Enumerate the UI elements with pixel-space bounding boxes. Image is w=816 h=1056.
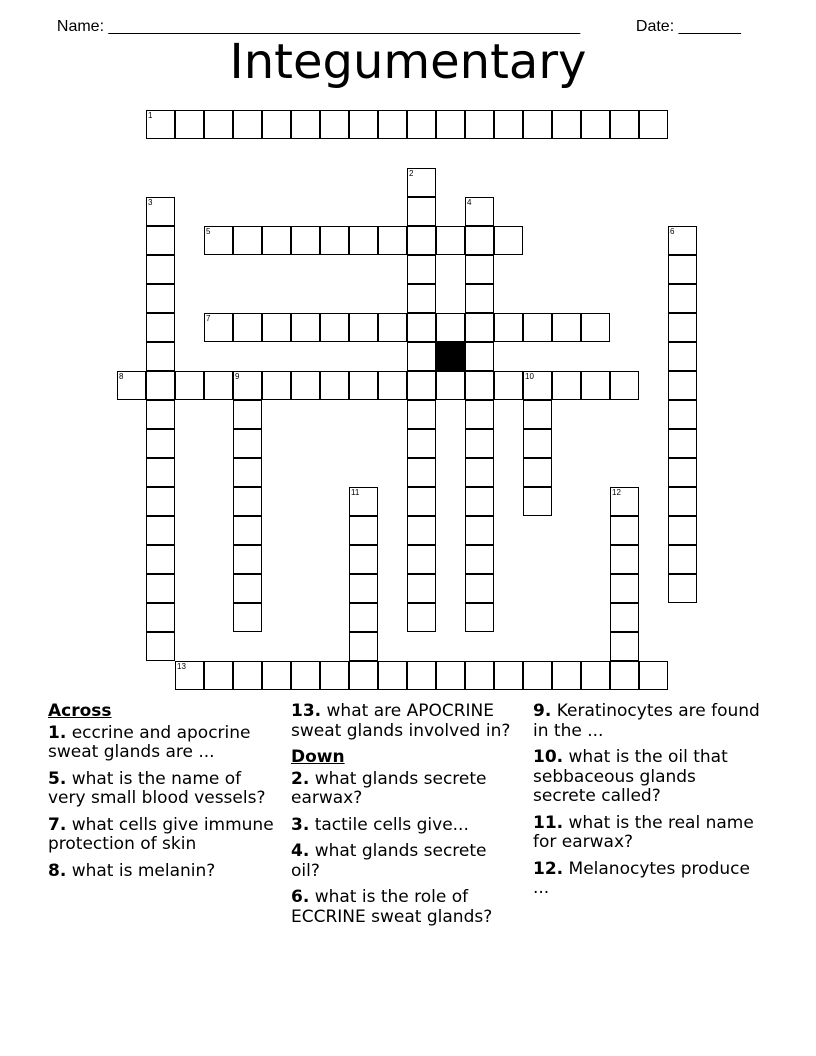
- grid-cell[interactable]: [668, 284, 697, 313]
- grid-cell[interactable]: [668, 487, 697, 516]
- grid-cell[interactable]: [146, 226, 175, 255]
- grid-cell[interactable]: [233, 371, 262, 400]
- clue-number: 1.: [48, 722, 67, 743]
- cell-number: 13: [177, 662, 186, 671]
- grid-cell[interactable]: [523, 429, 552, 458]
- clue-text: eccrine and apocrine sweat glands are ...: [48, 722, 251, 762]
- clue-number: 2.: [291, 768, 310, 789]
- grid-cell[interactable]: [146, 545, 175, 574]
- grid-cell[interactable]: [320, 313, 349, 342]
- grid-cell[interactable]: [465, 197, 494, 226]
- clue-down-9: [533, 702, 763, 741]
- clue-down-3: [291, 816, 519, 836]
- grid-cell[interactable]: [668, 429, 697, 458]
- grid-cell[interactable]: [407, 197, 436, 226]
- grid-cell[interactable]: [378, 110, 407, 139]
- grid-cell[interactable]: [407, 516, 436, 545]
- grid-cell[interactable]: [407, 284, 436, 313]
- grid-cell[interactable]: [523, 487, 552, 516]
- cell-number: 5: [206, 227, 211, 236]
- grid-cell[interactable]: [465, 342, 494, 371]
- grid-cell[interactable]: [349, 545, 378, 574]
- clue-down-6: [291, 888, 519, 927]
- date-label: Date:: [635, 18, 679, 35]
- grid-cell[interactable]: [146, 574, 175, 603]
- grid-cell[interactable]: [233, 429, 262, 458]
- grid-cell[interactable]: [378, 661, 407, 690]
- grid-cell[interactable]: [233, 110, 262, 139]
- grid-cell[interactable]: [494, 313, 523, 342]
- grid-cell[interactable]: [233, 661, 262, 690]
- grid-cell[interactable]: [262, 313, 291, 342]
- grid-cell[interactable]: [465, 603, 494, 632]
- clue-number: 13.: [291, 701, 322, 721]
- grid-cell[interactable]: [320, 661, 349, 690]
- grid-cell[interactable]: [581, 371, 610, 400]
- grid-cell[interactable]: [610, 487, 639, 516]
- clue-number: 5.: [48, 768, 67, 789]
- clue-down-4: [291, 842, 519, 881]
- grid-cell[interactable]: [204, 371, 233, 400]
- grid-cell[interactable]: [320, 110, 349, 139]
- grid-cell[interactable]: [233, 226, 262, 255]
- grid-cell[interactable]: [175, 110, 204, 139]
- grid-cell[interactable]: [610, 632, 639, 661]
- grid-cell[interactable]: [233, 313, 262, 342]
- grid-cell[interactable]: [146, 371, 175, 400]
- grid-cell[interactable]: [146, 255, 175, 284]
- grid-cell[interactable]: [436, 110, 465, 139]
- grid-cell[interactable]: [436, 371, 465, 400]
- grid-cell[interactable]: [465, 516, 494, 545]
- grid-cell[interactable]: [523, 313, 552, 342]
- clue-number: 4.: [291, 841, 310, 861]
- grid-cell[interactable]: [146, 110, 175, 139]
- grid-cell[interactable]: [117, 371, 146, 400]
- clue-number: 6.: [291, 887, 310, 907]
- grid-cell[interactable]: [668, 400, 697, 429]
- grid-cell[interactable]: [407, 574, 436, 603]
- grid-cell[interactable]: [320, 371, 349, 400]
- grid-cell[interactable]: [146, 342, 175, 371]
- clue-number: 8.: [48, 860, 67, 881]
- grid-cell[interactable]: [610, 661, 639, 690]
- name-label: Name:: [56, 18, 109, 35]
- grid-cell[interactable]: [465, 429, 494, 458]
- grid-cell[interactable]: [436, 661, 465, 690]
- grid-cell[interactable]: [668, 342, 697, 371]
- grid-cell[interactable]: [407, 313, 436, 342]
- grid-cell[interactable]: [349, 110, 378, 139]
- clue-down-12: [533, 860, 763, 899]
- clue-number: 12.: [533, 858, 564, 879]
- clue-number: 10.: [533, 747, 564, 767]
- grid-cell[interactable]: [668, 371, 697, 400]
- grid-cell[interactable]: [465, 487, 494, 516]
- grid-cell[interactable]: [378, 313, 407, 342]
- cell-number: 10: [525, 372, 534, 381]
- grid-cell[interactable]: [581, 110, 610, 139]
- grid-cell[interactable]: [668, 255, 697, 284]
- grid-cell[interactable]: [639, 110, 668, 139]
- grid-cell[interactable]: [146, 400, 175, 429]
- grid-cell[interactable]: [291, 313, 320, 342]
- grid-cell[interactable]: [349, 226, 378, 255]
- clue-across-8: [48, 862, 276, 882]
- grid-cell[interactable]: [233, 603, 262, 632]
- grid-cell[interactable]: [494, 371, 523, 400]
- grid-cell[interactable]: [175, 661, 204, 690]
- grid-cell[interactable]: [378, 226, 407, 255]
- cell-number: 9: [235, 372, 240, 381]
- page-title: Integumentary: [229, 34, 587, 90]
- grid-cell[interactable]: [233, 545, 262, 574]
- clue-across-13: [291, 702, 519, 741]
- clue-text: what glands secrete earwax?: [291, 768, 487, 808]
- grid-cell[interactable]: [349, 487, 378, 516]
- grid-cell[interactable]: [407, 458, 436, 487]
- clue-text: what is the name of very small blood vessels?: [48, 768, 266, 808]
- grid-cell[interactable]: [465, 371, 494, 400]
- grid-cell[interactable]: [146, 516, 175, 545]
- clue-text: Keratinocytes are found in the ...: [533, 701, 760, 741]
- grid-cell[interactable]: [262, 661, 291, 690]
- grid-cell[interactable]: [146, 429, 175, 458]
- grid-cell[interactable]: [146, 313, 175, 342]
- clue-number: 11.: [533, 812, 564, 833]
- grid-cell[interactable]: [465, 400, 494, 429]
- grid-cell[interactable]: [523, 661, 552, 690]
- clues-column-1: [48, 702, 276, 888]
- black-cell: [436, 342, 465, 371]
- grid-cell[interactable]: [204, 226, 233, 255]
- grid-cell[interactable]: [552, 371, 581, 400]
- grid-cell[interactable]: [407, 487, 436, 516]
- clue-across-5: [48, 770, 276, 809]
- grid-cell[interactable]: [668, 458, 697, 487]
- grid-cell[interactable]: [610, 603, 639, 632]
- down-heading: Down: [291, 747, 345, 767]
- grid-cell[interactable]: [349, 632, 378, 661]
- grid-cell[interactable]: [291, 661, 320, 690]
- clue-text: tactile cells give...: [309, 814, 469, 835]
- grid-cell[interactable]: [349, 371, 378, 400]
- grid-cell[interactable]: [668, 516, 697, 545]
- grid-cell[interactable]: [523, 110, 552, 139]
- clue-down-10: [533, 748, 763, 807]
- grid-cell[interactable]: [465, 226, 494, 255]
- cell-number: 7: [206, 314, 211, 323]
- grid-cell[interactable]: [233, 516, 262, 545]
- grid-cell[interactable]: [378, 371, 407, 400]
- grid-cell[interactable]: [465, 255, 494, 284]
- grid-cell[interactable]: [291, 226, 320, 255]
- grid-cell[interactable]: [349, 603, 378, 632]
- clues-column-2: [291, 702, 519, 934]
- grid-cell[interactable]: [349, 516, 378, 545]
- grid-cell[interactable]: [494, 110, 523, 139]
- cell-number: 3: [148, 198, 153, 207]
- clue-text: what glands secrete oil?: [291, 841, 487, 881]
- grid-cell[interactable]: [407, 342, 436, 371]
- clues-column-3: [533, 702, 763, 906]
- grid-cell[interactable]: [407, 110, 436, 139]
- grid-cell[interactable]: [349, 574, 378, 603]
- grid-cell[interactable]: [262, 226, 291, 255]
- grid-cell[interactable]: [668, 313, 697, 342]
- cell-number: 8: [119, 372, 124, 381]
- grid-cell[interactable]: [407, 168, 436, 197]
- clue-text: what are APOCRINE sweat glands involved in?: [291, 701, 511, 741]
- grid-cell[interactable]: [233, 458, 262, 487]
- grid-cell[interactable]: [494, 226, 523, 255]
- grid-cell[interactable]: [523, 371, 552, 400]
- clue-number: 3.: [291, 814, 310, 835]
- grid-cell[interactable]: [610, 545, 639, 574]
- cell-number: 1: [148, 111, 153, 120]
- clue-across-7: [48, 816, 276, 855]
- grid-cell[interactable]: [175, 371, 204, 400]
- cell-number: 6: [670, 227, 675, 236]
- clue-text: what is the oil that sebbaceous glands secrete called?: [533, 747, 728, 806]
- clue-down-2: [291, 770, 519, 809]
- grid-cell[interactable]: [407, 400, 436, 429]
- grid-cell[interactable]: [291, 110, 320, 139]
- grid-cell[interactable]: [407, 429, 436, 458]
- clue-down-11: [533, 814, 763, 853]
- grid-cell[interactable]: [407, 545, 436, 574]
- grid-cell[interactable]: [262, 371, 291, 400]
- grid-cell[interactable]: [407, 661, 436, 690]
- grid-cell[interactable]: [668, 574, 697, 603]
- grid-cell[interactable]: [146, 487, 175, 516]
- grid-cell[interactable]: [668, 226, 697, 255]
- clue-across-1: [48, 724, 276, 763]
- clue-text: what is the real name for earwax?: [533, 812, 754, 852]
- grid-cell[interactable]: [552, 661, 581, 690]
- clue-text: what cells give immune protection of skin: [48, 814, 274, 854]
- grid-cell[interactable]: [407, 371, 436, 400]
- grid-cell[interactable]: [552, 110, 581, 139]
- grid-cell[interactable]: [465, 110, 494, 139]
- grid-cell[interactable]: [581, 661, 610, 690]
- clue-text: what is melanin?: [66, 860, 216, 881]
- grid-cell[interactable]: [465, 313, 494, 342]
- grid-cell[interactable]: [204, 313, 233, 342]
- grid-cell[interactable]: [349, 661, 378, 690]
- grid-cell[interactable]: [610, 371, 639, 400]
- cell-number: 11: [351, 488, 360, 497]
- grid-cell[interactable]: [407, 603, 436, 632]
- grid-cell[interactable]: [146, 284, 175, 313]
- grid-cell[interactable]: [233, 574, 262, 603]
- grid-cell[interactable]: [610, 110, 639, 139]
- grid-cell[interactable]: [233, 400, 262, 429]
- grid-cell[interactable]: [146, 197, 175, 226]
- grid-cell[interactable]: [552, 313, 581, 342]
- grid-cell[interactable]: [204, 110, 233, 139]
- grid-cell[interactable]: [436, 226, 465, 255]
- grid-cell[interactable]: [349, 313, 378, 342]
- grid-cell[interactable]: [523, 400, 552, 429]
- grid-cell[interactable]: [465, 661, 494, 690]
- cell-number: 2: [409, 169, 414, 178]
- name-line[interactable]: _____________________________________________________: [108, 18, 581, 35]
- grid-cell[interactable]: [204, 661, 233, 690]
- grid-cell[interactable]: [523, 458, 552, 487]
- grid-cell[interactable]: [146, 458, 175, 487]
- grid-cell[interactable]: [407, 255, 436, 284]
- grid-cell[interactable]: [494, 661, 523, 690]
- grid-cell[interactable]: [233, 487, 262, 516]
- grid-cell[interactable]: [610, 516, 639, 545]
- grid-cell[interactable]: [407, 226, 436, 255]
- grid-cell[interactable]: [436, 313, 465, 342]
- grid-cell[interactable]: [581, 313, 610, 342]
- grid-cell[interactable]: [668, 545, 697, 574]
- grid-cell[interactable]: [320, 226, 349, 255]
- grid-cell[interactable]: [146, 603, 175, 632]
- cell-number: 12: [612, 488, 621, 497]
- clue-text: what is the role of ECCRINE sweat glands?: [291, 887, 493, 927]
- clue-number: 7.: [48, 814, 67, 835]
- grid-cell[interactable]: [465, 545, 494, 574]
- grid-cell[interactable]: [291, 371, 320, 400]
- grid-cell[interactable]: [146, 632, 175, 661]
- across-heading: Across: [48, 701, 112, 721]
- grid-cell[interactable]: [639, 661, 668, 690]
- grid-cell[interactable]: [465, 284, 494, 313]
- cell-number: 4: [467, 198, 472, 207]
- grid-cell[interactable]: [465, 458, 494, 487]
- date-line[interactable]: _______: [678, 18, 741, 35]
- clue-number: 9.: [533, 701, 552, 721]
- clue-text: Melanocytes produce ...: [533, 858, 750, 898]
- grid-cell[interactable]: [262, 110, 291, 139]
- grid-cell[interactable]: [465, 574, 494, 603]
- grid-cell[interactable]: [610, 574, 639, 603]
